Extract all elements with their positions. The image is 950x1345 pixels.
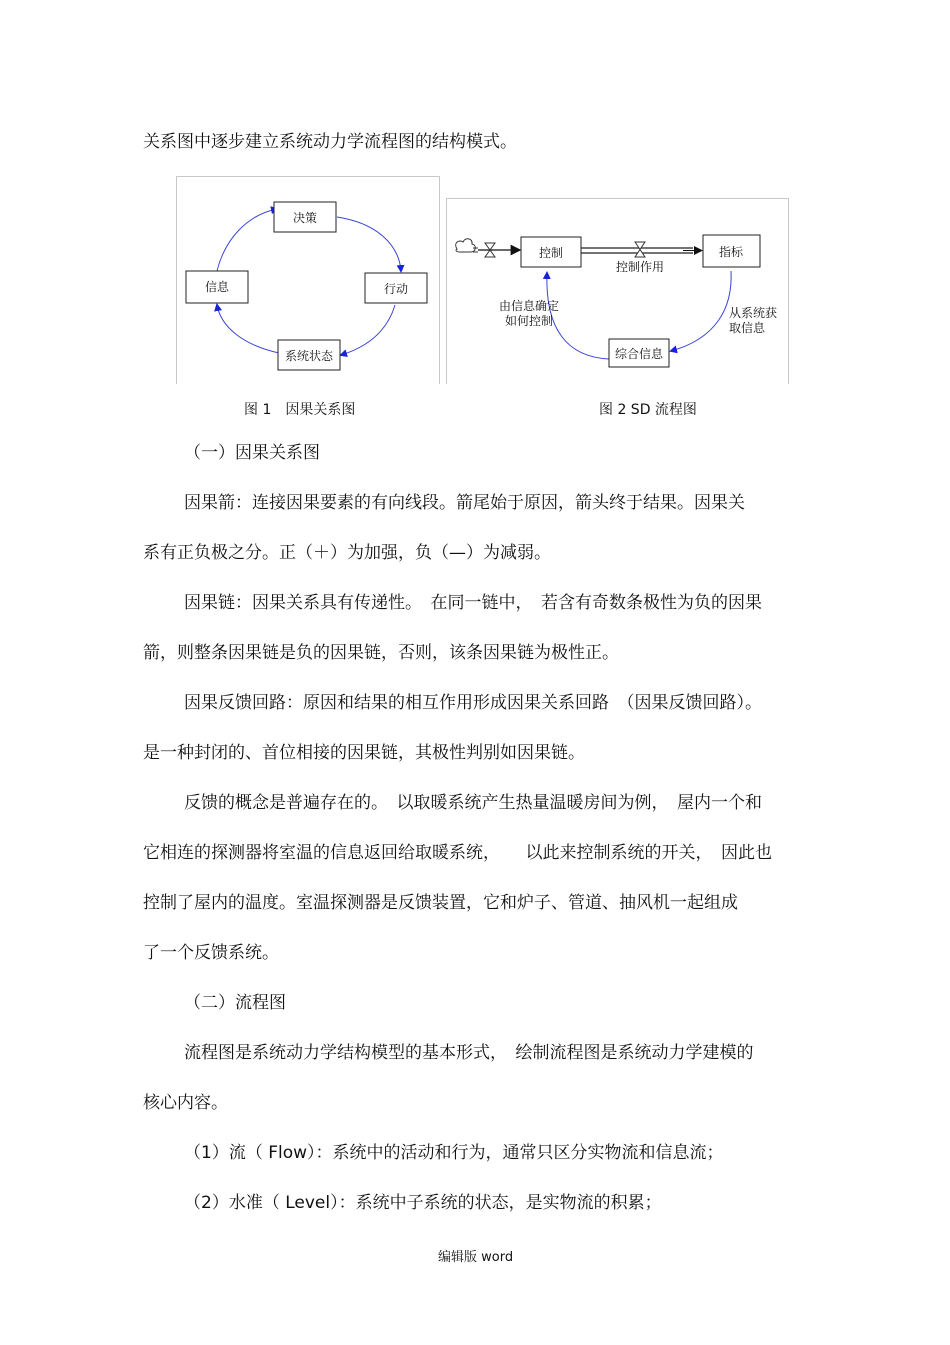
node-system-state-label: 系统状态 bbox=[284, 349, 334, 363]
cloud-source-icon bbox=[456, 239, 476, 252]
paragraph-line: 核心内容。 bbox=[143, 1093, 228, 1113]
intro-line: 关系图中逐步建立系统动力学流程图的结构模式。 bbox=[143, 132, 517, 152]
paragraph-line: 它相连的探测器将室温的信息返回给取暖系统， 以此来控制系统的开关， 因此也 bbox=[143, 843, 772, 863]
section1-heading: （一）因果关系图 bbox=[184, 443, 320, 463]
figure1-caption: 图 1 因果关系图 bbox=[244, 402, 356, 418]
node-combined-info-label: 综合信息 bbox=[614, 347, 664, 361]
flow-label: 控制作用 bbox=[615, 260, 665, 274]
section2-heading: （二）流程图 bbox=[184, 993, 286, 1013]
paragraph-line: 反馈的概念是普遍存在的。 以取暖系统产生热量温暖房间为例， 屋内一个和 bbox=[184, 793, 762, 813]
node-action-label: 行动 bbox=[383, 282, 409, 296]
paragraph-line: 是一种封闭的、首位相接的因果链，其极性判别如因果链。 bbox=[143, 743, 585, 763]
paragraph-line: 因果反馈回路：原因和结果的相互作用形成因果关系回路 （因果反馈回路）。 bbox=[184, 693, 762, 713]
arrow-decision-to-action bbox=[337, 217, 401, 271]
paragraph-line: 了一个反馈系统。 bbox=[143, 943, 279, 963]
valve-icon-control-flow bbox=[635, 242, 645, 257]
arrow-indicator-to-combined bbox=[671, 271, 731, 351]
paragraph-line: 流程图是系统动力学结构模型的基本形式， 绘制流程图是系统动力学建模的 bbox=[184, 1043, 754, 1063]
node-control-label: 控制 bbox=[538, 246, 564, 260]
label-right-line1: 从系统获 bbox=[728, 306, 778, 320]
paragraph-line: 因果链：因果关系具有传递性。 在同一链中， 若含有奇数条极性为负的因果 bbox=[184, 593, 762, 613]
arrow-combined-to-control bbox=[547, 273, 609, 359]
label-right-line2: 取信息 bbox=[728, 321, 766, 335]
paragraph-line: （2）水准（ Level）：系统中子系统的状态，是实物流的积累； bbox=[184, 1193, 662, 1213]
figure-sd-flow bbox=[446, 198, 789, 384]
paragraph-line: 系有正负极之分。正（＋）为加强，负（—）为减弱。 bbox=[143, 543, 551, 563]
label-left-line1: 由信息确定 bbox=[498, 299, 560, 313]
node-indicator-label: 指标 bbox=[718, 245, 744, 259]
paragraph-line: （1）流（ Flow）：系统中的活动和行为，通常只区分实物流和信息流； bbox=[184, 1143, 724, 1163]
arrow-action-to-state bbox=[341, 305, 395, 355]
arrow-state-to-information bbox=[217, 305, 279, 353]
figure2-caption: 图 2 SD 流程图 bbox=[599, 402, 697, 418]
figure-causal-loop bbox=[176, 176, 440, 384]
node-decision-label: 决策 bbox=[292, 211, 318, 225]
paragraph-line: 箭，则整条因果链是负的因果链，否则，该条因果链为极性正。 bbox=[143, 643, 619, 663]
paragraph-line: 因果箭：连接因果要素的有向线段。箭尾始于原因，箭头终于结果。因果关 bbox=[184, 493, 745, 513]
node-information-label: 信息 bbox=[204, 280, 230, 294]
paragraph-line: 控制了屋内的温度。室温探测器是反馈装置，它和炉子、管道、抽风机一起组成 bbox=[143, 893, 738, 913]
label-left-line2: 如何控制 bbox=[504, 314, 554, 328]
page-footer: 编辑版 word bbox=[438, 1250, 514, 1265]
arrow-information-to-decision bbox=[217, 209, 277, 271]
